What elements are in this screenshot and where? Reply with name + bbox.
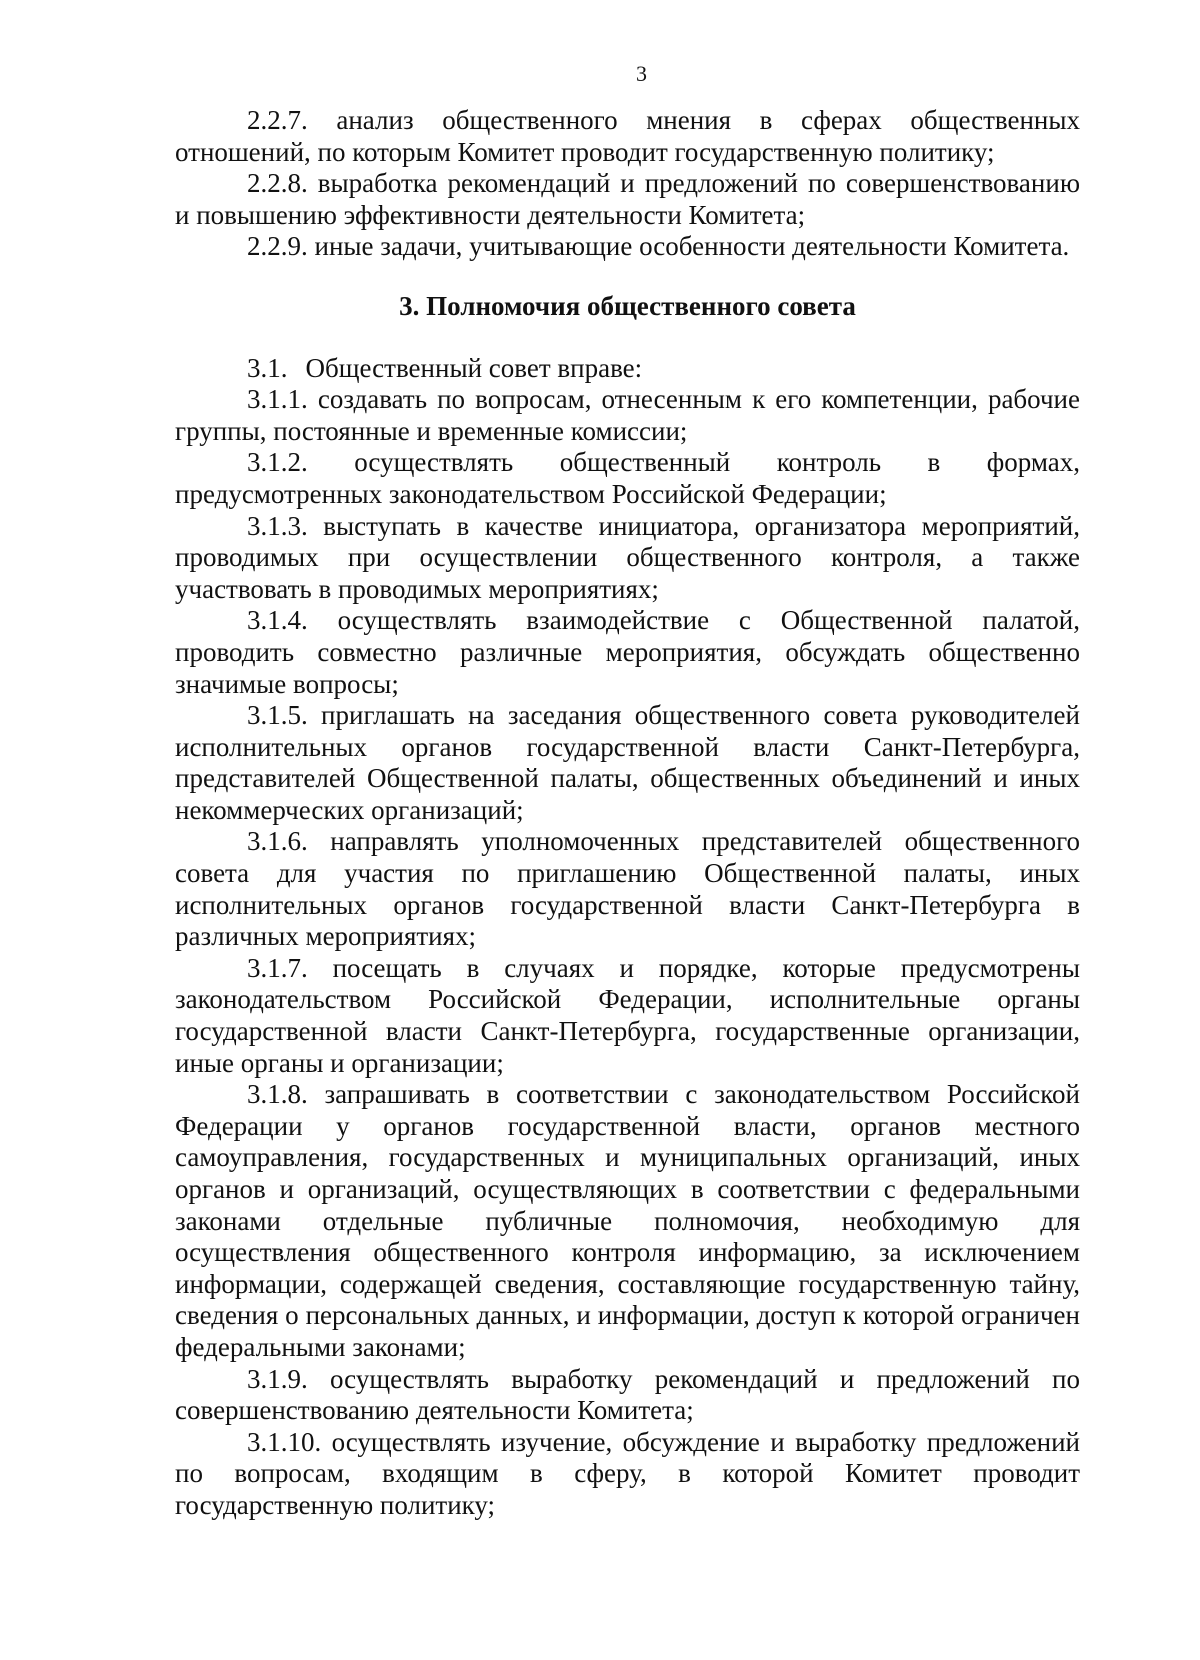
section-heading: 3. Полномочия общественного совета [399,290,856,321]
paragraph-3-1 [175,353,1080,385]
paragraph-3-1-10: 3.1.10. осуществлять изучение, обсуждение и выработку предложений по вопросам, входящим в сферу, в которой Комитет проводит государственную политику; [175,1426,1080,1520]
paragraph-3-1-9: 3.1.9. осуществлять выработку рекомендаций и предложений по совершенствованию деятельности Комитета; [175,1363,1080,1426]
paragraph-3-1-4: 3.1.4. осуществлять взаимодействие с Общественной палатой, проводить совместно различные мероприятия, обсуждать общественно значимые вопросы; [175,605,1080,699]
paragraph-3-1-2: 3.1.2. осуществлять общественный контроль в формах, предусмотренных законодательством Российской Федерации; [175,447,1080,509]
paragraph-2-2-7: 2.2.7. анализ общественного мнения в сферах общественных отношений, по которым Комитет проводит государственную политику; [175,105,1080,167]
paragraph-3-1-1: 3.1.1. создавать по вопросам, отнесенным к его компетенции, рабочие группы, постоянные и временные комиссии; [175,384,1080,446]
paragraph-3-1-6: 3.1.6. направлять уполномоченных представителей общественного совета для участия по приглашению Общественной палаты, иных исполнительных органов государственной власти Санкт-Петербурга в различных мероприятиях; [175,826,1080,952]
document-body [175,105,1080,1522]
paragraph-2-2-8: 2.2.8. выработка рекомендаций и предложений по совершенствованию и повышению эффективности деятельности Комитета; [175,168,1080,230]
paragraph-3-1-7: 3.1.7. посещать в случаях и порядке, которые предусмотрены законодательством Российской Федерации, исполнительные органы государственной власти Санкт-Петербурга, государственные организации, иные органы и организации; [175,952,1080,1078]
paragraph-3-1-8: 3.1.8. запрашивать в соответствии с законодательством Российской Федерации у органов государственной власти, органов местного самоуправления, государственных и муниципальных организаций, иных органов и организаций, осуществляющих в соответствии с федеральными законами отдельные публичные полномочия, необходимую для осуществления общественного контроля информацию, за исключением информации, содержащей сведения, составляющие государственную тайну, сведения о персональных данных, и информации, доступ к которой ограничен федеральными законами; [175,1079,1080,1362]
page-number: 3 [636,61,647,86]
paragraph-3-1-number: 3.1. [247,352,288,383]
paragraph-3-1-3: 3.1.3. выступать в качестве инициатора, организатора мероприятий, проводимых при осуществлении общественного контроля, а также участвовать в проводимых мероприятиях; [175,510,1080,604]
paragraph-2-2-9: 2.2.9. иные задачи, учитывающие особенности деятельности Комитета. [247,231,1070,262]
paragraph-3-1-5: 3.1.5. приглашать на заседания общественного совета руководителей исполнительных органов государственной власти Санкт-Петербурга, представителей Общественной палаты, общественных объединений и иных некоммерческих организаций; [175,700,1080,825]
paragraph-3-1-text: Общественный совет вправе: [305,352,643,383]
